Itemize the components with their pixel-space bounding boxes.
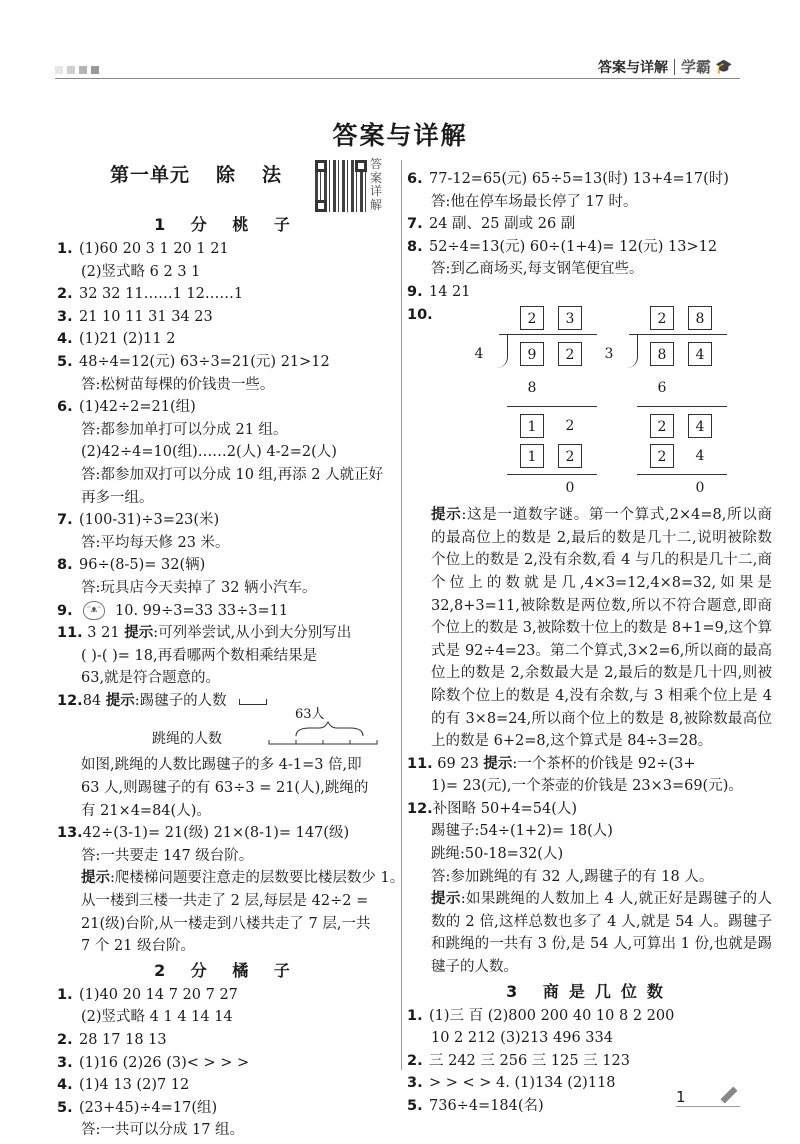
question-number: 3. [57,1054,73,1071]
division-result: 0 [565,480,575,497]
answer-line [407,281,772,304]
answer-text: (100-31)÷3=23(米) [79,512,220,529]
hint-text: :可列举尝试,从小到大分别写出 [153,625,352,642]
answer-text: 84 [82,692,106,709]
answer-line [57,913,397,936]
answer-line [407,1005,772,1028]
answer-line [407,258,772,281]
answer-line [407,843,772,866]
question-number: 8. [57,557,73,574]
answer-line [57,283,397,306]
question-number: 11. [57,625,83,642]
answer-text: 跳绳:50-18=32(人) [431,846,564,863]
answer-line [407,775,772,798]
answer-line [407,888,772,978]
header-rule [55,78,740,79]
answer-line [57,306,397,329]
answer-text: 补图略 50+4=54(人) [432,800,578,817]
column-divider [401,160,402,1070]
answer-line [57,554,397,577]
answer-text: 答:都参加双打可以分成 10 组,再添 2 人就正好 [81,466,384,483]
answer-line [57,754,397,777]
division-puzzles [457,304,800,504]
running-header-section: 答案与详解 [598,59,668,76]
answer-text: 32 32 11……1 12……1 [79,286,244,303]
divider [674,59,675,75]
answer-line [407,168,772,191]
partial-product: 6 [657,380,667,397]
dividend-digit-box: 2 [558,342,582,366]
unit-name: 第一单元 [110,164,191,186]
answer-text: 3 21 [82,625,125,642]
answer-line [57,822,397,845]
answer-line [407,504,772,753]
hint-label: 提示 [483,755,513,772]
answer-line [57,1097,397,1120]
answer-text: (1)三 百 (2)800 200 40 10 8 2 200 [429,1007,675,1024]
page-title: 答案与详解 [332,121,468,150]
question-number: 1. [57,241,73,257]
answer-text: 7 个 21 级台阶。 [81,938,196,955]
line-segment-diagram [57,704,397,754]
question-number: 13. [57,825,83,842]
answer-text: (2)42÷4=10(组)……2(人) 4-2=2(人) [81,444,337,461]
answer-text: 答:都参加单打可以分成 21 组。 [81,421,288,438]
quotient-digit-box: 3 [558,306,582,330]
right-column [407,168,772,1118]
answer-text: 踢毽子:54÷(1+2)= 18(人) [431,823,613,840]
brand-logo: 学霸 [681,58,712,76]
long-division [587,304,717,497]
answer-text: 10 2 212 (3)213 496 334 [431,1030,613,1047]
answer-text: (2)竖式略 4 1 4 14 14 [81,1009,233,1026]
answer-text: 24 副、25 副或 26 副 [429,216,576,233]
diagram-label: 跳绳的人数 [152,731,222,748]
unit-title [110,160,308,187]
answer-line [57,777,397,800]
partial-product: 8 [527,380,537,397]
dividend-digit-box: 8 [650,342,674,366]
question-number: 4. [57,331,73,348]
answer-line [57,577,397,600]
answer-text: 48÷4=12(元) 63÷3=21(元) 21>12 [79,353,330,370]
question-number: 3. [407,1075,423,1092]
answer-line [57,600,397,623]
answer-line [57,351,397,374]
answer-line [57,441,397,464]
product-digit-box: 1 [520,444,544,468]
answer-line [57,464,397,487]
question-number: 2. [407,1052,423,1069]
quotient-digit-box: 2 [520,306,544,330]
answer-text: 如图,跳绳的人数比踢毽子的多 4-1=3 倍,即 [81,757,362,774]
division-bracket [627,334,638,368]
answer-text: 77-12=65(元) 65÷5=13(时) 13+4=17(时) [429,171,729,187]
answer-line [57,509,397,532]
answer-text: 14 21 [429,283,471,300]
answer-line [57,845,397,868]
header-square [67,66,75,74]
product-digit: 4 [695,448,705,465]
long-division [457,304,587,497]
answer-text: 答:到乙商场买,每支钢笔便宜些。 [431,261,644,278]
question-number: 6. [407,171,423,187]
answer-line [57,532,397,555]
answer-line [407,236,772,259]
answer-line [407,1072,772,1095]
answer-line [57,487,397,510]
header-square [55,66,63,74]
question-number: 11. [407,755,433,772]
answer-text: 有 21×4=84(人)。 [81,802,211,819]
answer-text: 63 人,则踢毽子的有 63÷3 = 21(人),跳绳的 [81,780,369,797]
quotient-digit-box: 8 [688,306,712,330]
answer-text: (1)21 (2)11 2 [79,331,176,348]
question-number: 8. [407,238,423,255]
answer-text: 答:松树苗每棵的价钱贵一些。 [81,376,275,393]
hint-label: 提示 [431,891,461,908]
hint-text: :爬楼梯问题要注意走的层数要比楼层数少 1。 [110,870,405,887]
answer-line [57,396,397,419]
running-header [598,56,732,77]
question-number: 7. [57,512,73,529]
section-heading: 1 分 桃 子 [154,215,300,234]
header-square [91,66,99,74]
answer-text: 答:他在停车场最长停了 17 时。 [431,193,638,210]
question-number: 2. [57,1032,73,1048]
product-digit-box: 2 [650,444,674,468]
section-heading: 3 商是几位数 [506,981,673,1001]
hint-text: :踢毽子的人数 [134,692,227,709]
answer-text: > > < > 4. (1)134 (2)118 [429,1075,616,1092]
hint-label: 提示 [105,692,135,709]
answer-line [57,1006,397,1029]
unit-topic-char: 法 [262,164,283,186]
answer-line [57,374,397,397]
footer-rule [676,1106,740,1107]
question-number: 9. [407,283,423,300]
divisor: 3 [604,346,614,363]
quotient-digit-box: 2 [650,306,674,330]
subtraction-line [507,474,597,475]
question-number: 12. [407,800,433,817]
answer-line [407,753,772,776]
subtraction-line [637,474,727,475]
question-number: 12. [57,692,83,709]
answer-text: 再多一组。 [81,489,154,506]
question-number: 5. [407,1098,423,1114]
answer-line [57,1052,397,1075]
answer-text: (1)4 13 (2)7 12 [79,1077,190,1094]
header-decoration [55,66,99,74]
answer-line [407,1050,772,1073]
dog-face-icon: ᵔᴥᵔ [83,601,105,620]
segment-lines [57,704,397,754]
subtraction-line [507,406,597,407]
divisor: 4 [474,346,484,363]
question-number: 1. [57,986,73,1003]
answer-text: 52÷4=13(元) 60÷(1+4)= 12(元) 13>12 [429,238,718,255]
answer-line [57,800,397,823]
answer-line [57,238,397,261]
question-number: 6. [57,399,73,416]
answer-line [57,645,397,668]
question-number: 1. [407,1007,423,1024]
question-number: 2. [57,286,73,303]
answer-line [57,984,397,1007]
answer-line [57,1029,397,1052]
answer-line [57,328,397,351]
dividend-digit-box: 9 [520,342,544,366]
qr-label: 答案详解 [370,157,383,212]
brace-label: 63人 [295,707,325,723]
answer-text: 答:一共要走 147 级台阶。 [81,847,254,864]
section-heading: 2 分 橘 子 [154,960,300,980]
answer-line [407,1027,772,1050]
subtraction-line [637,406,727,407]
product-digit-box: 2 [558,444,582,468]
division-result: 0 [695,480,705,497]
question-number: 10. [407,306,433,323]
remainder-digit-box: 2 [650,414,674,438]
answer-text: 21 10 11 31 34 23 [79,308,213,325]
question-number: 5. [57,353,73,370]
qr-code[interactable] [315,160,367,212]
question-number: 3. [57,308,73,325]
hint-text: :这是一道数字谜。第一个算式,2×4=8,所以商的最高位上的数是 2,最后的数是几十二,说明被除数个位上的数是 2,没有余数,看 4 与几的积是几十二,商个位上的数就是几,4×3=12,4×8=32,如果是 32,8+3=11,被除数是两位数,所以不符合题意,即商个位上的数是 3,被除数十位上的数是 8+1=9,这个算式是 92÷4=23。第二个算式,3×2=6,所以商的最高位上的数是 2,余数最大是 2,最后的数是几十四,则被除数个位上的数是 4,没有余数,与 3 相乘个位上是 4 的有 3×8=24,所以商个位上的数是 8,被除数最高位上的数是 6+2=8,这个算式是 84÷3=28。 [431,507,773,750]
question-number: 5. [57,1099,73,1116]
answer-text: 28 17 18 13 [79,1032,167,1048]
hint-label: 提示 [124,625,154,642]
answer-text: 69 23 [432,755,484,772]
answer-line [57,1119,397,1142]
answer-text: 答:一共可以分成 17 组。 [81,1122,245,1139]
remainder-digit-box: 1 [520,414,544,438]
division-bracket [497,334,508,368]
answer-text: ( )-( )= 18,再看哪两个数相乘结果是 [81,647,318,664]
division-bar [629,334,727,335]
answer-text: (1)60 20 3 1 20 1 21 [79,241,229,257]
question-number: 9. [57,602,73,619]
dividend-digit-box: 4 [688,342,712,366]
answer-line [407,213,772,236]
answer-text: 三 242 三 256 三 125 三 123 [429,1052,630,1069]
question-number: 7. [407,216,423,233]
answer-text: 21(级)台阶,从一楼走到八楼共走了 7 层,一共 [81,915,371,932]
answer-line [407,866,772,889]
left-column [57,212,405,1142]
remainder-digit-box: 4 [688,414,712,438]
answer-text: 10. 99÷3=33 33÷3=11 [115,602,289,619]
answer-line [407,820,772,843]
question-number: 4. [57,1077,73,1094]
answer-line [407,191,772,214]
answer-text: (2)竖式略 6 2 3 1 [81,263,201,280]
answer-text: 96÷(8-5)= 32(辆) [79,557,206,574]
answer-text: 42÷(3-1)= 21(级) 21×(8-1)= 147(级) [82,825,350,842]
answer-text: 736÷4=184(名) [429,1098,544,1114]
page-number: 1 [676,1088,686,1106]
answer-text: 答:玩具店今天卖掉了 32 辆小汽车。 [81,579,317,596]
answer-line [57,935,397,958]
header-square [79,66,87,74]
answer-text: (1)42÷2=21(组) [79,399,196,416]
answer-line [57,419,397,442]
unit-topic-char: 除 [216,164,237,186]
answer-text: 从一楼到三楼一共走了 2 层,每层是 42÷2 = [81,893,369,910]
hint-text: :如果跳绳的人数加上 4 人,就正好是踢毽子的人数的 2 倍,这样总数也多了 4 人,就是 54 人。踢毽子和跳绳的一共有 3 份,是 54 人,可算出 1 份,也就是踢毽子的人数。 [431,891,773,976]
answer-text: 答:平均每天修 23 米。 [81,534,230,551]
graduation-cap-icon: 🎓 [715,58,733,75]
answer-text: (1)16 (2)26 (3)< > > > [79,1054,250,1071]
answer-line [57,890,397,913]
answer-text: 答:参加跳绳的有 32 人,踢毽子的有 18 人。 [431,868,714,885]
hint-label: 提示 [81,870,110,887]
answer-line [57,667,397,690]
remainder-digit: 2 [565,418,575,435]
answer-line [57,867,405,890]
hint-label: 提示 [431,507,462,524]
answer-text: 63,就是符合题意的。 [81,670,221,687]
answer-text: 1)= 23(元),一个茶壶的价钱是 23×3=69(元)。 [431,778,743,795]
answer-line [407,798,772,821]
answer-text: (23+45)÷4=17(组) [79,1099,218,1116]
division-bar [499,334,597,335]
hint-text: :一个茶杯的价钱是 92÷(3+ [512,755,696,772]
answer-line [57,622,397,645]
answer-text: (1)40 20 14 7 20 7 27 [79,986,238,1003]
answer-line [57,1074,397,1097]
answer-line [57,261,397,284]
